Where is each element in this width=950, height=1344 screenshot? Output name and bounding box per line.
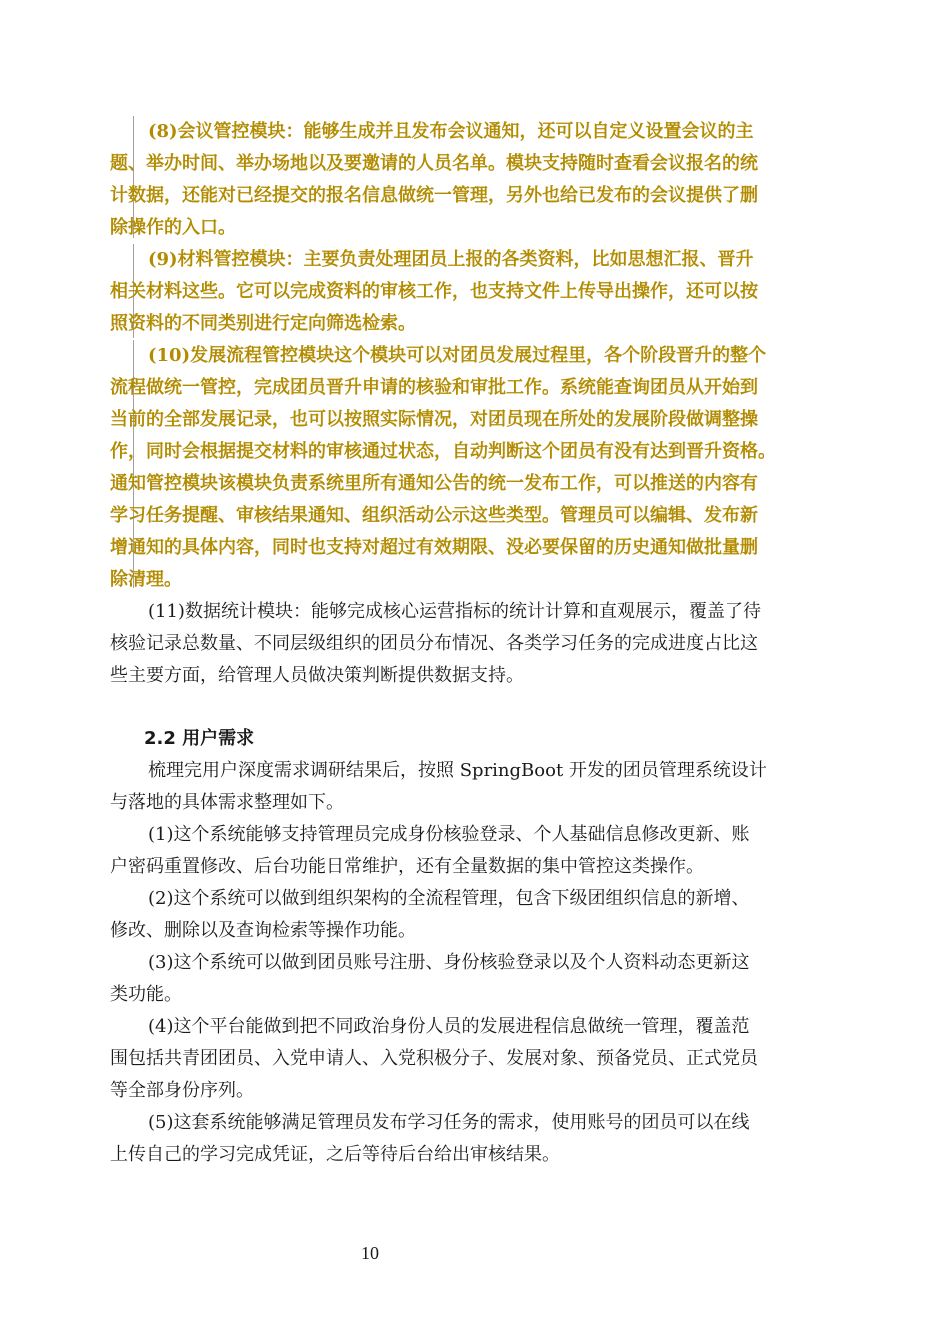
- text-line: 作，同时会根据提交材料的审核通过状态，自动判断这个团员有没有达到晋升资格。: [110, 441, 776, 462]
- page-number: 10: [361, 1243, 379, 1263]
- text-line: 些主要方面，给管理人员做决策判断提供数据支持。: [110, 665, 524, 686]
- text-line: 除清理。: [110, 569, 182, 590]
- text-line: 等全部身份序列。: [110, 1080, 254, 1101]
- text-line: 与落地的具体需求整理如下。: [110, 792, 344, 813]
- text-line: (9)材料管控模块：主要负责处理团员上报的各类资料，比如思想汇报、晋升: [148, 249, 754, 270]
- text-line: (4)这个平台能做到把不同政治身份人员的发展进程信息做统一管理，覆盖范: [148, 1016, 750, 1037]
- text-line: 围包括共青团团员、入党申请人、入党积极分子、发展对象、预备党员、正式党员: [110, 1048, 758, 1069]
- text-line: (1)这个系统能够支持管理员完成身份核验登录、个人基础信息修改更新、账: [148, 824, 750, 845]
- text-line: 当前的全部发展记录，也可以按照实际情况，对团员现在所处的发展阶段做调整操: [110, 409, 758, 430]
- text-line: 修改、删除以及查询检索等操作功能。: [110, 920, 416, 941]
- text-line: (2)这个系统可以做到组织架构的全流程管理，包含下级团组织信息的新增、: [148, 888, 750, 909]
- requirement-item: [110, 883, 822, 947]
- text-line: 核验记录总数量、不同层级组织的团员分布情况、各类学习任务的完成进度占比这: [110, 633, 758, 654]
- requirement-item: [110, 947, 822, 1011]
- text-line: (11)数据统计模块：能够完成核心运营指标的统计计算和直观展示，覆盖了待: [148, 601, 761, 622]
- text-line: (8)会议管控模块：能够生成并且发布会议通知，还可以自定义设置会议的主: [148, 121, 754, 142]
- text-line: (3)这个系统可以做到团员账号注册、身份核验登录以及个人资料动态更新这: [148, 952, 750, 973]
- text-line: (10)发展流程管控模块这个模块可以对团员发展过程里，各个阶段晋升的整个: [148, 345, 767, 366]
- text-line: (5)这套系统能够满足管理员发布学习任务的需求，使用账号的团员可以在线: [148, 1112, 750, 1133]
- paragraph-development-module: [110, 340, 822, 596]
- text-line: 流程做统一管控，完成团员晋升申请的核验和审批工作。系统能查询团员从开始到: [110, 377, 758, 398]
- text-line: 上传自己的学习完成凭证，之后等待后台给出审核结果。: [110, 1144, 560, 1165]
- section-heading: 2.2 用户需求: [144, 728, 255, 749]
- requirements-intro: [110, 755, 822, 819]
- text-line: 题、举办时间、举办场地以及要邀请的人员名单。模块支持随时查看会议报名的统: [110, 153, 758, 174]
- text-line: 通知管控模块该模块负责系统里所有通知公告的统一发布工作，可以推送的内容有: [110, 473, 758, 494]
- requirement-item: [110, 1011, 822, 1107]
- requirement-item: [110, 1107, 822, 1171]
- text-line: 梳理完用户深度需求调研结果后，按照 SpringBoot 开发的团员管理系统设计: [148, 760, 767, 781]
- text-line: 照资料的不同类别进行定向筛选检索。: [110, 313, 416, 334]
- paragraph-material-module: [110, 244, 822, 340]
- text-line: 计数据，还能对已经提交的报名信息做统一管理，另外也给已发布的会议提供了删: [110, 185, 758, 206]
- paragraph-meeting-module: [110, 116, 822, 244]
- text-line: 除操作的入口。: [110, 217, 236, 238]
- requirement-item: [110, 819, 822, 883]
- text-line: 学习任务提醒、审核结果通知、组织活动公示这些类型。管理员可以编辑、发布新: [110, 505, 758, 526]
- text-line: 增通知的具体内容，同时也支持对超过有效期限、没必要保留的历史通知做批量删: [110, 537, 758, 558]
- text-line: 相关材料这些。它可以完成资料的审核工作，也支持文件上传导出操作，还可以按: [110, 281, 758, 302]
- text-line: 户密码重置修改、后台功能日常维护，还有全量数据的集中管控这类操作。: [110, 856, 704, 877]
- paragraph-statistics-module: [110, 596, 822, 692]
- text-line: 类功能。: [110, 984, 182, 1005]
